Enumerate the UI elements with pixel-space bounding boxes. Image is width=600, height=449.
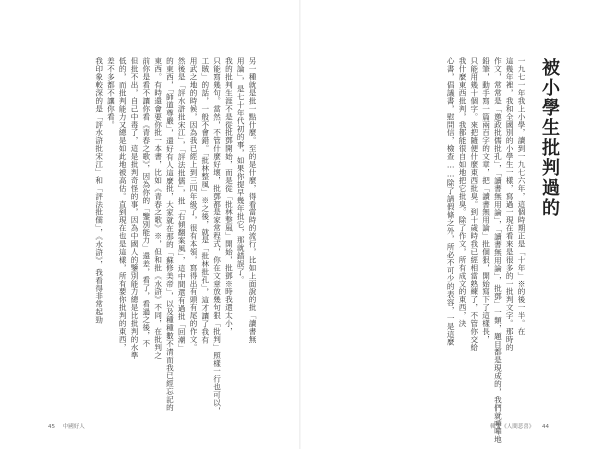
left-footer [48, 422, 91, 430]
paragraph: 只能寫幾句。當然，不管什麼好壞，批鄧都是家常程式，你在文章放幾句狠「批判」照樣一行也可以， [212, 57, 222, 415]
paragraph: 只能用幾十個字。來把隨便什麼東西批臭。到十歲時我已經相當熟練了，不管你交給 [469, 57, 479, 352]
paragraph: 我的批判生涯不是從批鄧開始，而是從「批林整風」開始，批鄧※時我還太小， [224, 57, 234, 336]
paragraph: 鉛筆，動手寫一篇兩百字的文章，把「讀書無用論」批個狠，開始寫下了這樣長， [481, 57, 491, 344]
right-page [300, 0, 600, 449]
paragraph: 但批不出，自己中毒了，這是批判奇怪的事，因為中國人的鑒別能力總是比批判的水準 [130, 57, 140, 360]
paragraph: 我什麼東西批判，我都能很自如地把它批臭。除了作文，所有成文的東西，決 [458, 57, 468, 328]
chapter-title: 被小學生批判過的 [539, 58, 560, 218]
paragraph: 差不多都不讓你看。 [106, 57, 116, 129]
paragraph: 用武之地的時候，因為我已經上到三四年級了，很有本領，寫得出有頭有尾的作文。 [189, 57, 199, 352]
page-number: 44 [542, 424, 549, 430]
paragraph: 用論」，是七十年代初的事，如果你提早幾年批它，那就錯誤了。 [236, 57, 246, 284]
paragraph: 工賊」的話，一般不會錯。「批林整風」※之後，就是「批林批孔」，這才讓了我有 [200, 57, 210, 344]
paragraph: 我印象較深的是「評水滸批宋江」和「評法批儒」，《水滸》，我看得非常起勁 [94, 57, 104, 324]
running-head: 中國好人 [62, 424, 85, 430]
paragraph: 東西。有時還會要你批一本書，比如《青春之歌》※，但和批《水滸》不同，在批判之 [153, 57, 163, 360]
paragraph: 另一種就是批一點什麼。至的是什麼，得看當時的流行，比如上面說的批「讀書無 [248, 57, 257, 344]
paragraph: 這幾年裡，我和全國別的小學生一樣，寫過一現在看來是很多的一批判文字。那時的 [505, 57, 515, 352]
left-page-body [93, 57, 258, 415]
right-footer [490, 422, 555, 430]
paragraph: 然後是「評水滸批宋江」，「評法批儒」，批「右傾翻案風」，這中間還有過批「回潮」 [177, 57, 187, 352]
paragraph: 心書，倡議書，慰問信，檢查……除了請假條之外，所必不可少的表容，一是這麼 [446, 57, 456, 346]
paragraph: 作文，常常是「邀政批儒批孔」，「讀書無用論」，「讀書無用論」，批鄧」一類，題目都是現成的，我們就嘩嘩地 [493, 57, 503, 444]
paragraph: 的東西，「師道尊嚴」，還好有人這麼批，大家就在那的「蘇修美帝」，以及種種數不清而我已經忘記的 [165, 57, 175, 412]
paragraph: 低的，而批判能力又總是如此地被高估。直到現在也是這樣，所有要你批判的東西， [118, 57, 128, 352]
running-head: 輯壹《人間悲喜》 [490, 424, 535, 430]
paragraph: 一九七一年我上小學，讀到一九七六年，這個時期正是「十年」※的後一半。在 [517, 57, 526, 336]
paragraph: 前你是看不讓你看《青春之歌》，因為你的「鑒別能力」還差，看了，看過之後，不 [141, 57, 151, 348]
page-number: 45 [48, 424, 55, 430]
